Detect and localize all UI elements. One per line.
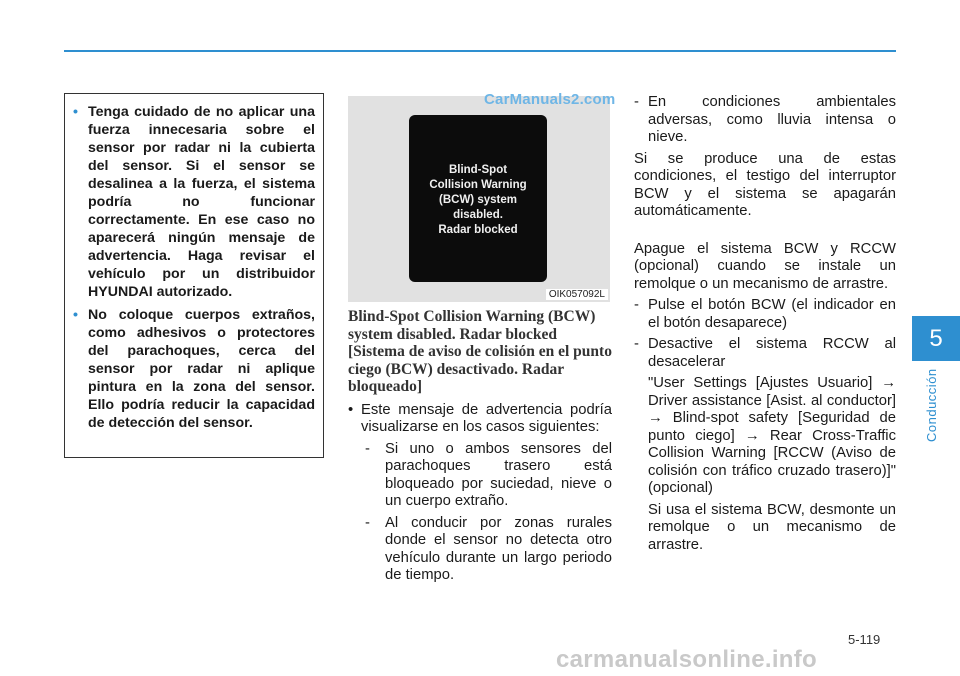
cluster-display (409, 115, 547, 282)
step-text: Desactive el sistema RCCW al desacelerar (648, 336, 896, 370)
chapter-tab: 5 (912, 316, 960, 361)
section-heading: Blind-Spot Collision Warning (BCW) system disabled. Radar blocked [Sistema de aviso de colisión en el punto ciego (BCW) desactivado. Radar bloqueado] (348, 308, 612, 395)
dash-icon: - (634, 94, 639, 110)
column-middle (348, 308, 612, 589)
top-rule (64, 50, 896, 52)
display-line: Radar blocked (438, 224, 518, 236)
caution-text: No coloque cuerpos extraños, como adhesivos o protectores del parachoques, cerca del sensor por radar ni aplique pintura en la zona del sensor. Ello podría reducir la capacidad de detección del sensor. (88, 307, 315, 431)
display-line: disabled. (453, 209, 503, 221)
bullet-icon: • (73, 104, 78, 120)
step-item (634, 297, 896, 332)
condition-item (361, 515, 612, 585)
remove-note: Si usa el sistema BCW, desmonte un remolque o un mecanismo de arrastre. (648, 501, 896, 553)
display-line: (BCW) system (439, 194, 517, 206)
condition-item (634, 94, 896, 147)
condition-text: Si uno o ambos sensores del parachoques trasero está bloqueado por suciedad, nieve o un cuerpo extraño. (385, 440, 612, 509)
caution-item (73, 306, 315, 432)
cluster-figure (348, 96, 610, 302)
display-line: Blind-Spot (448, 164, 508, 176)
column-right (634, 94, 896, 558)
towing-paragraph: Apague el sistema BCW y RCCW (opcional) cuando se instale un remolque o un mecanismo de arrastre. (634, 240, 896, 292)
step-item (634, 336, 896, 371)
caution-box (64, 93, 324, 458)
chapter-label: Conducción (924, 368, 939, 442)
watermark-bottom: carmanualsonline.info (556, 646, 818, 673)
caution-text: Tenga cuidado de no aplicar una fuerza innecesaria sobre el sensor por radar ni la cubierta del sensor. Si el sensor se desalinea a la fuerza, el sistema podría no funcionar correctamente. En ese caso no aparecerá ningún mensaje de advertencia. Haga revisar el vehículo por un distribuidor HYUNDAI autorizado. (88, 104, 315, 300)
dash-icon: - (365, 514, 370, 531)
bullet-icon: • (348, 401, 354, 418)
caution-item (73, 103, 315, 301)
display-line: Collision Warning (429, 179, 527, 191)
dash-icon: - (365, 440, 370, 457)
condition-item (361, 441, 612, 511)
bullet-text: Este mensaje de advertencia podría visualizarse en los casos siguientes: (361, 401, 612, 435)
result-paragraph: Si se produce una de estas condiciones, el testigo del interruptor BCW y el sistema se apagarán automáticamente. (634, 150, 896, 219)
step-text: Pulse el botón BCW (el indicador en el botón desaparece) (648, 297, 896, 331)
watermark-top: CarManuals2.com (484, 91, 616, 108)
dash-icon: - (634, 336, 639, 352)
menu-path: "User Settings [Ajustes Usuario] → Driver assistance [Asist. al conductor] → Blind-spot safety [Seguridad de punto ciego] → Rear Cross-Traffic Collision Warning [RCCW (Aviso de colisión con tráfico cruzado trasero)]" (opcional) (648, 375, 896, 496)
dash-icon: - (634, 297, 639, 313)
condition-text: Al conducir por zonas rurales donde el sensor no detecta otro vehículo durante un largo periodo de tiempo. (385, 514, 612, 583)
figure-id: OIK057092L (546, 289, 608, 300)
bullet-paragraph (348, 402, 612, 437)
condition-text: En condiciones ambientales adversas, como lluvia intensa o nieve. (648, 94, 896, 145)
page-number: 5-119 (848, 632, 881, 647)
bullet-icon: • (73, 307, 78, 323)
